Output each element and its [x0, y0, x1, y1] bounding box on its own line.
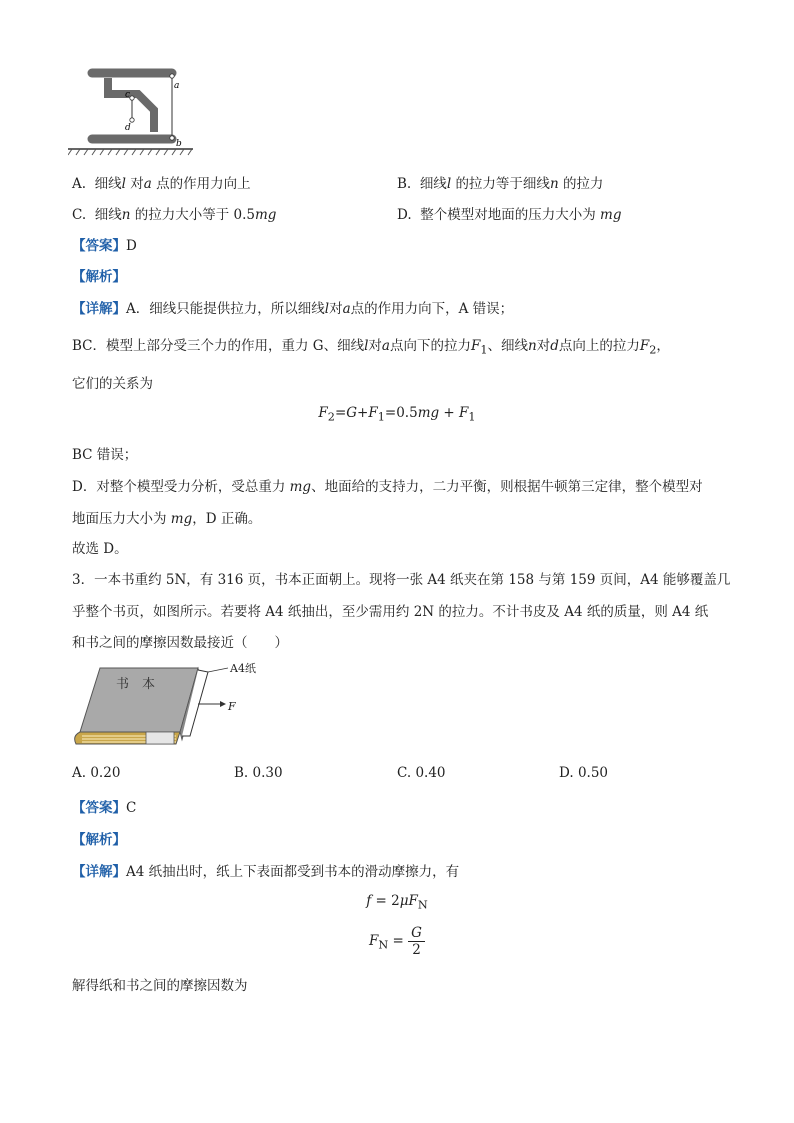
label-d: d — [125, 123, 131, 133]
q3-stem-line1: 3．一本书重约 5N，有 316 页，书本正面朝上。现将一张 A4 纸夹在第 158 与第 159 页间，A4 能够覆盖几 — [72, 572, 731, 588]
equation-f2: $F_2=G+F_1=0.5mg + F_1$ — [318, 405, 476, 424]
q3-option-d: D. 0.50 — [559, 765, 608, 781]
detail-line-d1: D．对整个模型受力分析，受总重力 mg、地面给的支持力，二力平衡，则根据牛顿第三定律，整个模型对 — [72, 479, 703, 495]
q3-analysis-label: 【解析】 — [72, 832, 126, 848]
equation-normal-force: $F_N$ = $\frac{G}{2}$ — [0, 925, 794, 958]
a4-paper-label: A4纸 — [230, 662, 256, 675]
option-a: A. 细线l 对a 点的作用力向上 — [72, 176, 251, 192]
q3-answer-line: 【答案】C — [72, 800, 137, 816]
book-cover-text: 书 本 — [116, 677, 156, 692]
relation-text: 它们的关系为 — [72, 376, 153, 392]
q3-final-line: 解得纸和书之间的摩擦因数为 — [72, 978, 248, 994]
option-c: C. 细线n 的拉力大小等于 0.5mg — [72, 207, 277, 223]
answer-line: 【答案】D — [72, 238, 137, 254]
q3-stem-line3: 和书之间的摩擦因数最接近（ ） — [72, 635, 288, 651]
q3-option-b: B. 0.30 — [234, 765, 283, 781]
q3-option-a: A. 0.20 — [72, 765, 121, 781]
detail-line-d2: 地面压力大小为 mg，D 正确。 — [72, 511, 262, 527]
detail-line-a: 【详解】A．细线只能提供拉力，所以细线l对a点的作用力向下，A 错误； — [72, 301, 514, 317]
option-b: B. 细线l 的拉力等于细线n 的拉力 — [397, 176, 604, 192]
q3-detail-line: 【详解】A4 纸抽出时，纸上下表面都受到书本的滑动摩擦力，有 — [72, 864, 460, 880]
q3-option-c: C. 0.40 — [397, 765, 446, 781]
choose-line: 故选 D。 — [72, 541, 128, 557]
detail-line-bc: BC．模型上部分受三个力的作用，重力 G、细线l对a点向下的拉力$F_1$、细线n对d点向上的拉力$F_2$， — [72, 338, 670, 357]
force-label: F — [228, 700, 236, 713]
q3-stem-line2: 乎整个书页，如图所示。若要将 A4 纸抽出，至少需用约 2N 的拉力。不计书皮及 A4 纸的质量，则 A4 纸 — [72, 604, 709, 620]
bc-wrong: BC 错误； — [72, 447, 138, 463]
book-figure — [70, 660, 270, 752]
fraction-g-over-2: $\frac{G}{2}$ — [408, 925, 425, 958]
analysis-label: 【解析】 — [72, 269, 126, 285]
label-c: c — [125, 90, 131, 100]
equation-friction: $f = 2\mu F_N$ — [366, 893, 428, 912]
option-d: D. 整个模型对地面的压力大小为 mg — [397, 207, 622, 223]
label-a: a — [174, 81, 180, 91]
label-b: b — [176, 139, 182, 149]
frame-model-figure — [68, 64, 198, 159]
